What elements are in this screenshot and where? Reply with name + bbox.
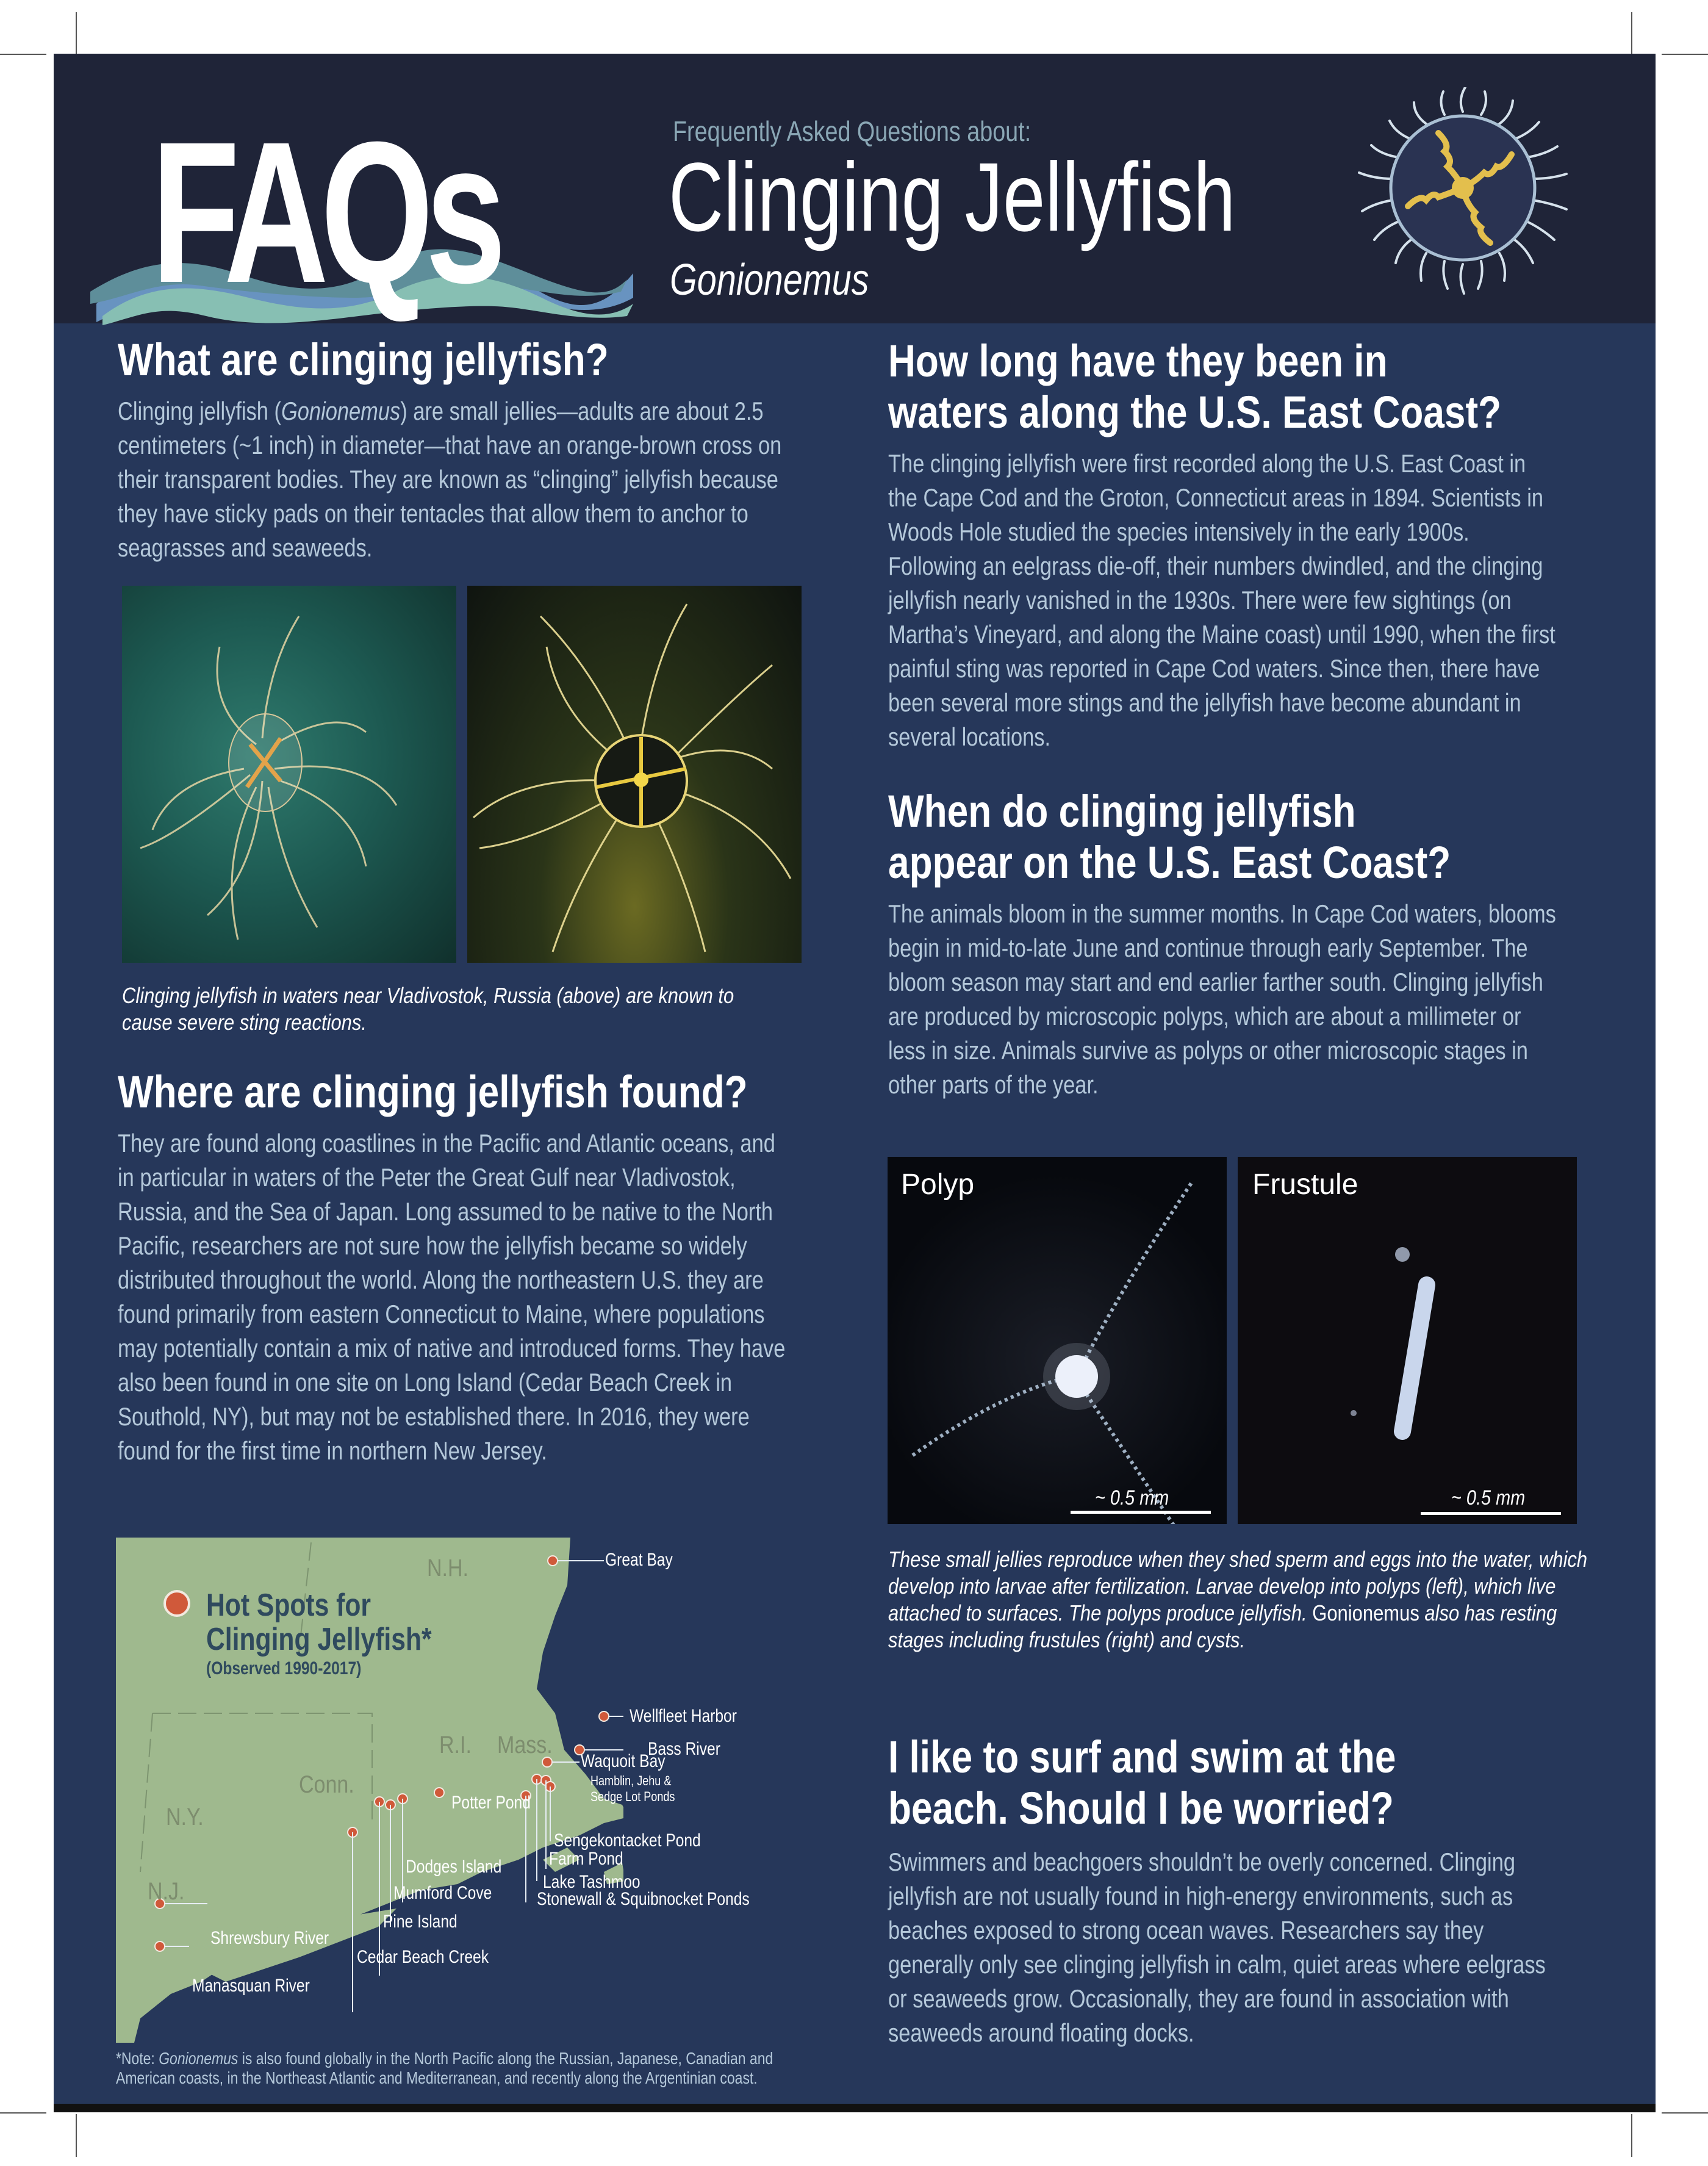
header-kicker: Frequently Asked Questions about: xyxy=(673,115,1032,147)
section-body: Swimmers and beachgoers shouldn’t be overly concerned. Clinging jellyfish are not usually found in high-energy environments, such as beaches exposed to strong ocean waves. Researchers say they generally only see clinging jellyfish in calm, quiet areas where eelgrass or seaweeds grow. Occasionally, they are found in association with seaweeds around floating docks. xyxy=(888,1848,1546,2047)
frustule-label: Frustule xyxy=(1252,1168,1358,1201)
site-label: Sengekontacket Pond xyxy=(554,1830,701,1851)
map-footnote xyxy=(116,2049,816,2088)
caption-text: Clinging jellyfish in waters near Vladivostok, Russia (above) are known to cause severe sting reactions. xyxy=(122,983,734,1035)
section-how-long xyxy=(888,336,1706,754)
section-body xyxy=(118,394,788,565)
section-body: The animals bloom in the summer months. In Cape Cod waters, blooms begin in mid-to-late June and continue through early September. The bloom season may start and end earlier farther south. Clinging jellyfish are produced by microscopic polyps, which are about a millimeter or less in size. Animals survive as polyps or other microscopic stages in other parts of the year. xyxy=(888,899,1556,1099)
header-banner xyxy=(54,54,1656,323)
site-label: Mumford Cove xyxy=(393,1883,492,1903)
note-text: *Note: xyxy=(116,2049,159,2068)
caption-part: These small jellies reproduce when they shed sperm and eggs into the water, which develop into larvae after fertilization. Larvae develop into polyps (left), which live attached to surfaces. The polyps produce jellyfish. xyxy=(888,1547,1588,1625)
jellyfish-tentacles-graphic xyxy=(122,586,456,963)
crop-mark xyxy=(76,2114,77,2157)
map-subtitle: (Observed 1990-2017) xyxy=(206,1658,362,1678)
state-label-conn: Conn. xyxy=(299,1771,354,1798)
state-label-nh: N.H. xyxy=(427,1555,468,1581)
crop-mark xyxy=(1631,2114,1632,2157)
frustule-photo xyxy=(1238,1157,1577,1524)
site-label: Great Bay xyxy=(605,1550,673,1570)
scale-label: ~ 0.5 mm xyxy=(1095,1486,1169,1509)
caption-text xyxy=(888,1546,1591,1653)
polyp-photo xyxy=(888,1157,1227,1524)
hot-spots-map xyxy=(116,1530,750,2043)
crop-mark xyxy=(1662,54,1708,55)
polyp-graphic xyxy=(888,1157,1227,1524)
scale-bar xyxy=(1071,1511,1211,1514)
heading-line: When do clinging jellyfish xyxy=(888,786,1356,837)
map-title-line: Hot Spots for xyxy=(206,1588,371,1623)
section-body: They are found along coastlines in the Pacific and Atlantic oceans, and in particular in waters of the Peter the Great Gulf near Vladivostok, Russia, and the Sea of Japan. Long assumed to be native to the North Pacific, researchers are not sure how the jellyfish became so widely distributed throughout the world. Along the northeastern U.S. they are found primarily from eastern Connecticut to Maine, where populations may potentially contain a mix of native and introduced forms. They have also been found in one site on Long Island (Cedar Beach Creek in Southold, NY), but may not be established there. In 2016, they were found for the first time in northern New Jersey. xyxy=(118,1129,786,1465)
section-heading: What are clinging jellyfish? xyxy=(118,334,609,385)
crop-mark xyxy=(0,2112,46,2114)
state-label-mass: Mass. xyxy=(497,1732,553,1758)
site-label: Sedge Lot Ponds xyxy=(590,1789,675,1804)
body-text: ) are small jellies—adults are about 2.5 centimeters (~1 inch) in diameter—that have an orange-brown cross on their transparent bodies. They are known as “clinging” jellyfish because they have sticky pads on their tentacles that allow them to anchor to seagrasses and seaweeds. xyxy=(118,397,782,562)
frustule-graphic xyxy=(1238,1157,1577,1524)
section-heading: Where are clinging jellyfish found? xyxy=(118,1067,748,1117)
genus-name: Gonionemus xyxy=(1312,1600,1419,1625)
state-label-ny: N.Y. xyxy=(166,1804,204,1830)
site-label: Waquoit Bay xyxy=(581,1751,666,1771)
site-label: Pine Island xyxy=(383,1912,458,1932)
polyp-label: Polyp xyxy=(901,1168,975,1201)
section-body: The clinging jellyfish were first recorded along the U.S. East Coast in the Cape Cod and the Groton, Connecticut areas in 1894. Scientists in Woods Hole studied the species intensively in the early 1900s. Following an eelgrass die-off, their numbers dwindled, and the clinging jellyfish nearly vanished in the 1930s. There were few sightings (on Martha’s Vineyard, and along the Maine coast) until 1990, when the first painful sting was reported in Cape Cod waters. Since then, there have been several more stings and the jellyfish have become abundant in several locations. xyxy=(888,449,1556,751)
section-when xyxy=(888,786,1706,1102)
heading-line: beach. Should I be worried? xyxy=(888,1783,1394,1833)
site-label: Hamblin, Jehu & xyxy=(590,1773,672,1788)
site-label: Stonewall & Squibnocket Ponds xyxy=(537,1889,750,1909)
caption-part: also has resting stages including frustules (right) and cysts. xyxy=(888,1600,1557,1652)
site-label: Manasquan River xyxy=(192,1976,310,1996)
scale-label: ~ 0.5 mm xyxy=(1451,1486,1526,1509)
section-heading xyxy=(888,1732,1575,1834)
site-label: Lake Tashmoo xyxy=(543,1872,640,1892)
faq-sheet xyxy=(54,54,1656,2112)
heading-line: waters along the U.S. East Coast? xyxy=(888,387,1502,437)
section-what xyxy=(118,334,935,565)
map-title xyxy=(206,1588,432,1681)
site-label: Bass River xyxy=(648,1739,720,1759)
photos-caption xyxy=(122,982,891,1036)
state-label-nj: N.J. xyxy=(148,1878,185,1905)
jellyfish-photo-green xyxy=(122,586,456,963)
jellyfish-icon xyxy=(1353,87,1573,295)
genus-name: Gonionemus xyxy=(281,397,401,425)
crop-mark xyxy=(0,54,46,55)
jellyfish-photo-yellow xyxy=(467,586,802,963)
heading-line: How long have they been in xyxy=(888,336,1388,386)
site-label: Shrewsbury River xyxy=(210,1928,329,1948)
site-label: Dodges Island xyxy=(406,1857,502,1877)
site-label: Potter Pond xyxy=(451,1793,531,1813)
faqs-logo: FAQs xyxy=(151,99,498,325)
site-label: Cedar Beach Creek xyxy=(357,1947,489,1967)
heading-line: appear on the U.S. East Coast? xyxy=(888,837,1451,888)
map-title-line: Clinging Jellyfish* xyxy=(206,1622,432,1657)
section-heading xyxy=(888,336,1575,438)
section-surf xyxy=(888,1732,1706,2050)
state-label-ri: R.I. xyxy=(439,1732,472,1758)
section-heading xyxy=(888,786,1575,888)
body-text: Clinging jellyfish ( xyxy=(118,397,281,425)
site-label: Farm Pond xyxy=(549,1849,623,1869)
page-subtitle: Gonionemus xyxy=(670,256,869,304)
jellyfish-tentacles-graphic xyxy=(467,586,802,963)
heading-line: I like to surf and swim at the xyxy=(888,1732,1396,1782)
genus-name: Gonionemus xyxy=(159,2049,239,2068)
crop-mark xyxy=(76,12,77,55)
section-where xyxy=(118,1067,935,1468)
page-title: Clinging Jellyfish xyxy=(669,142,1236,251)
site-label: Wellfleet Harbor xyxy=(630,1706,737,1726)
note-text: is also found globally in the North Pacific along the Russian, Japanese, Canadian and American coasts, in the Northeast Atlantic and Mediterranean, and recently along the Argentinian coast. xyxy=(116,2049,773,2087)
crop-mark xyxy=(1631,12,1632,55)
crop-mark xyxy=(1662,2112,1708,2114)
micro-photos-caption xyxy=(888,1546,1706,1653)
scale-bar xyxy=(1421,1512,1561,1515)
